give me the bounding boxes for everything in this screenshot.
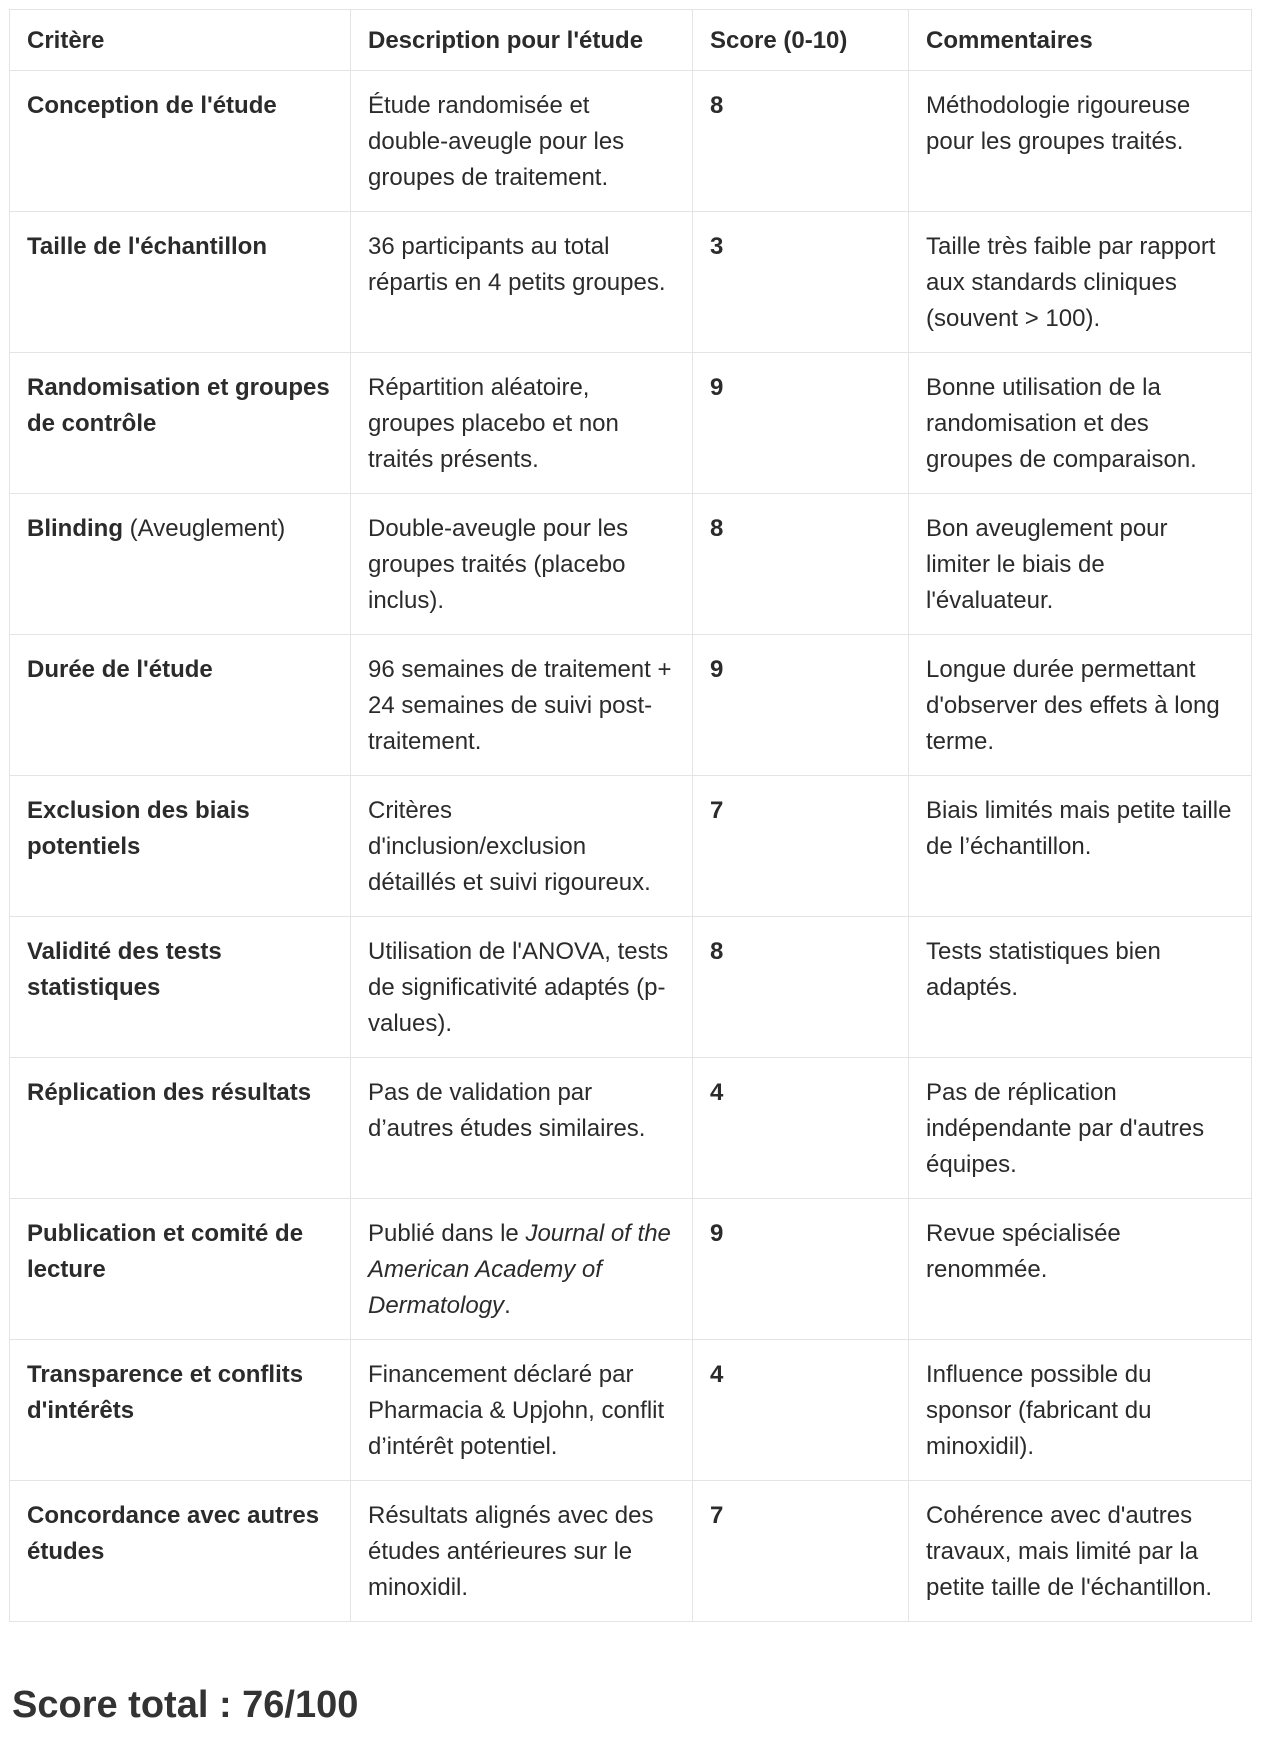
- comment-cell: Biais limités mais petite taille de l’échantillon.: [909, 776, 1252, 917]
- criterion-label: Conception de l'étude: [27, 92, 277, 119]
- criterion-label: Réplication des résultats: [27, 1079, 312, 1106]
- comment-cell: Cohérence avec d'autres travaux, mais limité par la petite taille de l'échantillon.: [909, 1481, 1252, 1622]
- comment-cell: Taille très faible par rapport aux standards cliniques (souvent > 100).: [909, 212, 1252, 353]
- comment-cell: Revue spécialisée renommée.: [909, 1199, 1252, 1340]
- criterion-label: Exclusion des biais potentiels: [27, 797, 250, 860]
- criterion-cell: [10, 212, 351, 353]
- criterion-label: Taille de l'échantillon: [27, 233, 267, 260]
- criterion-cell: [10, 917, 351, 1058]
- comment-cell: Bon aveuglement pour limiter le biais de l'évaluateur.: [909, 494, 1252, 635]
- description-cell: 96 semaines de traitement + 24 semaines de suivi post-traitement.: [351, 635, 693, 776]
- score-cell: 7: [693, 776, 909, 917]
- comment-cell: Influence possible du sponsor (fabricant du minoxidil).: [909, 1340, 1252, 1481]
- table-row: [10, 917, 1252, 1058]
- description-cell: Critères d'inclusion/exclusion détaillés et suivi rigoureux.: [351, 776, 693, 917]
- table-row: [10, 1058, 1252, 1199]
- table-row: [10, 1481, 1252, 1622]
- table-row: [10, 494, 1252, 635]
- score-cell: 4: [693, 1340, 909, 1481]
- table-row: [10, 1340, 1252, 1481]
- header-score: Score (0-10): [693, 10, 909, 71]
- table-header-row: [10, 10, 1252, 71]
- criterion-cell: [10, 635, 351, 776]
- criterion-cell: [10, 71, 351, 212]
- score-cell: 9: [693, 1199, 909, 1340]
- criterion-label: Blinding: [27, 515, 123, 542]
- score-cell: 8: [693, 494, 909, 635]
- criterion-label: Randomisation et groupes de contrôle: [27, 374, 330, 437]
- description-text: Publié dans le: [368, 1220, 526, 1247]
- comment-cell: Bonne utilisation de la randomisation et des groupes de comparaison.: [909, 353, 1252, 494]
- table-row: [10, 776, 1252, 917]
- criterion-cell: [10, 1199, 351, 1340]
- score-cell: 4: [693, 1058, 909, 1199]
- criterion-cell: [10, 776, 351, 917]
- header-criterion: Critère: [10, 10, 351, 71]
- description-cell: Répartition aléatoire, groupes placebo et non traités présents.: [351, 353, 693, 494]
- criterion-label: Validité des tests statistiques: [27, 938, 222, 1001]
- header-comments: Commentaires: [909, 10, 1252, 71]
- score-cell: 9: [693, 635, 909, 776]
- evaluation-table: [9, 9, 1252, 1622]
- description-text: .: [504, 1292, 511, 1319]
- criterion-cell: [10, 1058, 351, 1199]
- criterion-label: Transparence et conflits d'intérêts: [27, 1361, 304, 1424]
- score-cell: 8: [693, 71, 909, 212]
- criterion-cell: [10, 353, 351, 494]
- description-cell: Étude randomisée et double-aveugle pour les groupes de traitement.: [351, 71, 693, 212]
- journal-title: Journal of the American Academy of Dermatology: [368, 1220, 671, 1319]
- table-row: [10, 635, 1252, 776]
- criterion-label: Publication et comité de lecture: [27, 1220, 304, 1283]
- total-score-heading: Score total : 76/100: [12, 1684, 359, 1726]
- criterion-cell: [10, 1481, 351, 1622]
- description-cell: Financement déclaré par Pharmacia & Upjohn, conflit d’intérêt potentiel.: [351, 1340, 693, 1481]
- score-cell: 7: [693, 1481, 909, 1622]
- description-cell: Pas de validation par d’autres études similaires.: [351, 1058, 693, 1199]
- evaluation-table-container: [9, 9, 1251, 1622]
- score-cell: 9: [693, 353, 909, 494]
- criterion-suffix: (Aveuglement): [122, 515, 286, 542]
- description-cell: Utilisation de l'ANOVA, tests de significativité adaptés (p-values).: [351, 917, 693, 1058]
- table-row: [10, 212, 1252, 353]
- table-row: [10, 353, 1252, 494]
- score-cell: 3: [693, 212, 909, 353]
- comment-cell: Pas de réplication indépendante par d'autres équipes.: [909, 1058, 1252, 1199]
- criterion-cell: [10, 494, 351, 635]
- criterion-label: Durée de l'étude: [27, 656, 213, 683]
- criterion-cell: [10, 1340, 351, 1481]
- description-cell: 36 participants au total répartis en 4 petits groupes.: [351, 212, 693, 353]
- comment-cell: Tests statistiques bien adaptés.: [909, 917, 1252, 1058]
- comment-cell: Longue durée permettant d'observer des effets à long terme.: [909, 635, 1252, 776]
- comment-cell: Méthodologie rigoureuse pour les groupes traités.: [909, 71, 1252, 212]
- table-row: [10, 71, 1252, 212]
- description-cell: Double-aveugle pour les groupes traités (placebo inclus).: [351, 494, 693, 635]
- description-cell: [351, 1199, 693, 1340]
- header-description: Description pour l'étude: [351, 10, 693, 71]
- score-cell: 8: [693, 917, 909, 1058]
- table-row: [10, 1199, 1252, 1340]
- criterion-label: Concordance avec autres études: [27, 1502, 320, 1565]
- description-cell: Résultats alignés avec des études antérieures sur le minoxidil.: [351, 1481, 693, 1622]
